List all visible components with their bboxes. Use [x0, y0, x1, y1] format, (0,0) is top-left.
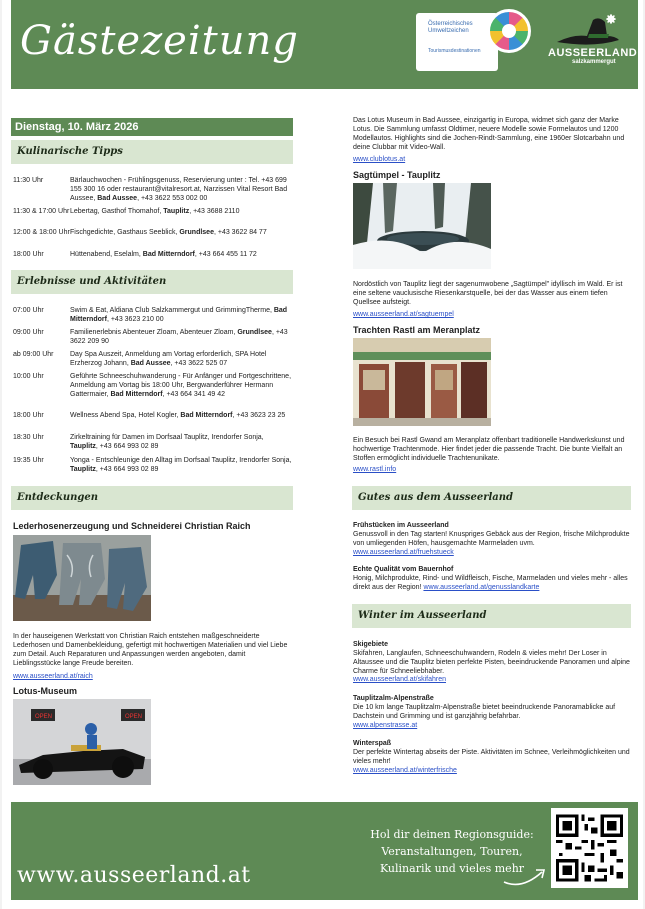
event-time: 07:00 Uhr: [13, 307, 44, 314]
event-row: [13, 307, 293, 325]
event-text: Zirkeltraining für Damen im Dorfsaal Tauplitz, Irendorfer Sonja, Tauplitz, +43 664 993 02 89: [70, 434, 264, 450]
winter-item-title: Tauplitzalm-Alpenstraße: [353, 695, 434, 702]
event-text: Fischgedichte, Gasthaus Seeblick, Grundlsee, +43 3622 84 77: [70, 229, 267, 236]
newsletter-page: [2, 0, 643, 909]
event-row: [13, 373, 293, 400]
event-row: [13, 251, 293, 260]
page-title: Gästezeitung: [20, 18, 299, 64]
event-time: 11:30 Uhr: [13, 177, 44, 184]
section-gutes-heading: Gutes aus dem Ausseerland: [352, 486, 631, 510]
event-time: 19:35 Uhr: [13, 457, 44, 464]
eco-flower-icon: [487, 9, 531, 53]
event-row: [13, 329, 293, 347]
museum-open-sign-right: OPEN: [125, 714, 143, 720]
link-alpenstrasse[interactable]: www.alpenstrasse.at: [353, 722, 418, 729]
article-text-raich: In der hauseigenen Werkstatt von Christian Raich entstehen maßgeschneiderte Lederhosen und Damenbekleidung, gefertigt mit hochwertigen Materialien und viel Liebe zum Detail. Auch Reparaturen und Anpassungen werden angeboten, damit Lieblingsstücke lange Freude bereiten.: [13, 633, 288, 667]
event-text: Familienerlebnis Abenteuer Zloam, Abenteuer Zloam, Grundlsee, +43 3622 209 90: [70, 329, 288, 345]
gutes-item-text: Genussvoll in den Tag starten! Knuspriges Gebäck aus der Region, frische Milchprodukte von umliegenden Höfen, hausgemachte Marmeladen uvm.: [353, 531, 630, 547]
gutes-item-title: Echte Qualität vom Bauernhof: [353, 566, 454, 573]
gutes-item-title: Frühstücken im Ausseerland: [353, 522, 449, 529]
event-time: 09:00 Uhr: [13, 329, 44, 336]
event-text: Bärlauchwochen - Frühlingsgenuss, Reservierung unter : Tel. +43 699 155 300 16 oder restaurant@vitalresort.at, Narzissen Vital Resort Bad Aussee, Bad Aussee, +43 3622 553 002 00: [70, 177, 288, 202]
event-row: [13, 434, 293, 452]
event-text: Swim & Eat, Aldiana Club Salzkammergut und GrimmingTherme, Bad Mitterndorf, +43 3623 210 00: [70, 307, 288, 323]
winter-item-text: Skifahren, Langlaufen, Schneeschuhwandern, Rodeln & vieles mehr! Der Loser in Altaussee und die Tauplitz bieten perfekte Pisten, beeindruckende Panoramen und alpine Charme für Schneeliebhaber.: [353, 650, 630, 675]
eco-label-logo: [416, 13, 498, 71]
event-row: [13, 412, 293, 421]
article-text-sagtuempel: Nordöstlich von Tauplitz liegt der sagenumwobene „Sagtümpel" idyllisch im Wald. Er ist eine seltene vauclusische Riesenkarstquelle, bei der das Wasser aus einem tiefen Quellsee aufsteigt.: [353, 281, 623, 306]
event-time: 10:00 Uhr: [13, 373, 44, 380]
gutes-item-text: Honig, Milchprodukte, Rind- und Wildfleisch, Fische, Marmeladen und vieles mehr - alles direkt aus der Region! www.ausseerland.at/genusslandkarte: [353, 575, 628, 591]
winter-item-title: Winterspaß: [353, 740, 392, 747]
event-time: ab 09:00 Uhr: [13, 351, 54, 358]
winter-item-title: Skigebiete: [353, 641, 389, 648]
museum-open-sign-left: OPEN: [35, 714, 53, 720]
event-text: Wellness Abend Spa, Hotel Kogler, Bad Mitterndorf, +43 3623 23 25: [70, 412, 286, 419]
article-title-rastl: Trachten Rastl am Meranplatz: [353, 325, 481, 335]
event-text: Lebertag, Gasthof Thomahof, Tauplitz, +43 3688 2110: [70, 208, 240, 215]
section-kulinarisch-heading: Kulinarische Tipps: [11, 140, 293, 164]
winter-item-text: Die 10 km lange Tauplitzalm-Alpenstraße bietet beeindruckende Panoramablicke auf Dachstein und Grimming und ist ganzjährig befahrbar.: [353, 704, 616, 720]
winter-item-text: Der perfekte Wintertag abseits der Piste. Aktivitäten im Schnee, Verleihmöglichkeiten und vieles mehr!: [353, 749, 630, 765]
event-time: 12:00 & 18:00 Uhr: [13, 229, 70, 236]
event-row: [13, 177, 293, 204]
brand-subtitle: salzkammergut: [572, 59, 616, 65]
hat-logo-icon: [553, 12, 623, 48]
lotus-museum-photo: [13, 699, 151, 785]
rastl-shop-photo: [353, 338, 491, 426]
eco-label-subtext: Tourismusdestinationen: [428, 48, 481, 54]
section-erlebnisse-heading: Erlebnisse und Aktivitäten: [11, 270, 293, 294]
event-time: 18:30 Uhr: [13, 434, 44, 441]
brand-name: AUSSEERLAND: [548, 47, 638, 59]
event-text: Hüttenabend, Eselalm, Bad Mitterndorf, +43 664 455 11 72: [70, 251, 257, 258]
sagtuempel-photo: [353, 183, 491, 269]
article-text-lotus: Das Lotus Museum in Bad Aussee, einzigartig in Europa, widmet sich ganz der Marke Lotus. Die Sammlung umfasst Oldtimer, neuere Modelle sowie Formelautos und 1200 Modellautos. Highlights sind die Jochen-Rindt-Sammlung, eine 1960er Slotcarbahn und deine Clubbar mit Video-Wall.: [353, 117, 625, 151]
eco-label-text: Österreichisches Umweltzeichen: [428, 21, 473, 34]
lederhosen-photo: [13, 535, 151, 621]
event-text: Day Spa Auszeit, Anmeldung am Vortag erforderlich, SPA Hotel Erzherzog Johann, Bad Aussee, +43 3622 525 07: [70, 351, 267, 367]
event-row: [13, 208, 293, 217]
link-sagtuempel[interactable]: www.ausseerland.at/sagtuempel: [353, 311, 454, 318]
article-text-rastl: Ein Besuch bei Rastl Gwand am Meranplatz offenbart traditionelle Handwerkskunst und hochwertige Trachtenmode. Hier findet jeder die passende Tracht. Die bunte Vielfalt an Stoffen ermöglicht individuelle Trachtenunikate.: [353, 437, 625, 462]
event-row: [13, 351, 293, 369]
event-time: 18:00 Uhr: [13, 412, 44, 419]
section-entdeckungen-heading: Entdeckungen: [11, 486, 293, 510]
event-text: Geführte Schneeschuhwanderung - Für Anfänger und Fortgeschrittene, Anmeldung am Vortag bis 18:00 Uhr, Bergwanderführer Hermann Gattermaier, Bad Mitterndorf, +43 664 341 49 42: [70, 373, 292, 398]
link-genusslandkarte[interactable]: www.ausseerland.at/genusslandkarte: [423, 583, 540, 591]
section-winter-heading: Winter im Ausseerland: [352, 604, 631, 628]
event-text: Yonga - Entschleunige den Alltag im Dorfsaal Tauplitz, Irendorfer Sonja, Tauplitz, +43 664 993 02 89: [70, 457, 292, 473]
date-heading: Dienstag, 10. März 2026: [11, 118, 293, 136]
event-row: [13, 457, 293, 475]
event-time: 11:30 & 17:00 Uhr: [13, 208, 70, 215]
header-banner: [11, 0, 638, 89]
event-time: 18:00 Uhr: [13, 251, 44, 258]
arrow-icon: [502, 860, 550, 890]
link-raich[interactable]: www.ausseerland.at/raich: [13, 673, 93, 680]
footer-website[interactable]: www.ausseerland.at: [17, 863, 251, 888]
event-row: [13, 229, 293, 238]
article-title-sagtuempel: Sagtümpel - Tauplitz: [353, 170, 441, 180]
footer-call-to-action: Hol dir deinen Regionsguide: Veranstaltungen, Touren, Kulinarik und vieles mehr: [370, 828, 534, 876]
link-winterfrische[interactable]: www.ausseerland.at/winterfrische: [353, 767, 457, 774]
link-fruehstueck[interactable]: www.ausseerland.at/fruehstueck: [353, 549, 454, 556]
link-skifahren[interactable]: www.ausseerland.at/skifahren: [353, 676, 446, 683]
qr-code-icon[interactable]: [551, 808, 628, 888]
article-title-lotus: Lotus-Museum: [13, 686, 77, 696]
link-rastl[interactable]: www.rastl.info: [353, 466, 397, 473]
article-title-raich: Lederhosenerzeugung und Schneiderei Christian Raich: [13, 521, 251, 531]
link-lotus[interactable]: www.clublotus.at: [353, 156, 406, 163]
